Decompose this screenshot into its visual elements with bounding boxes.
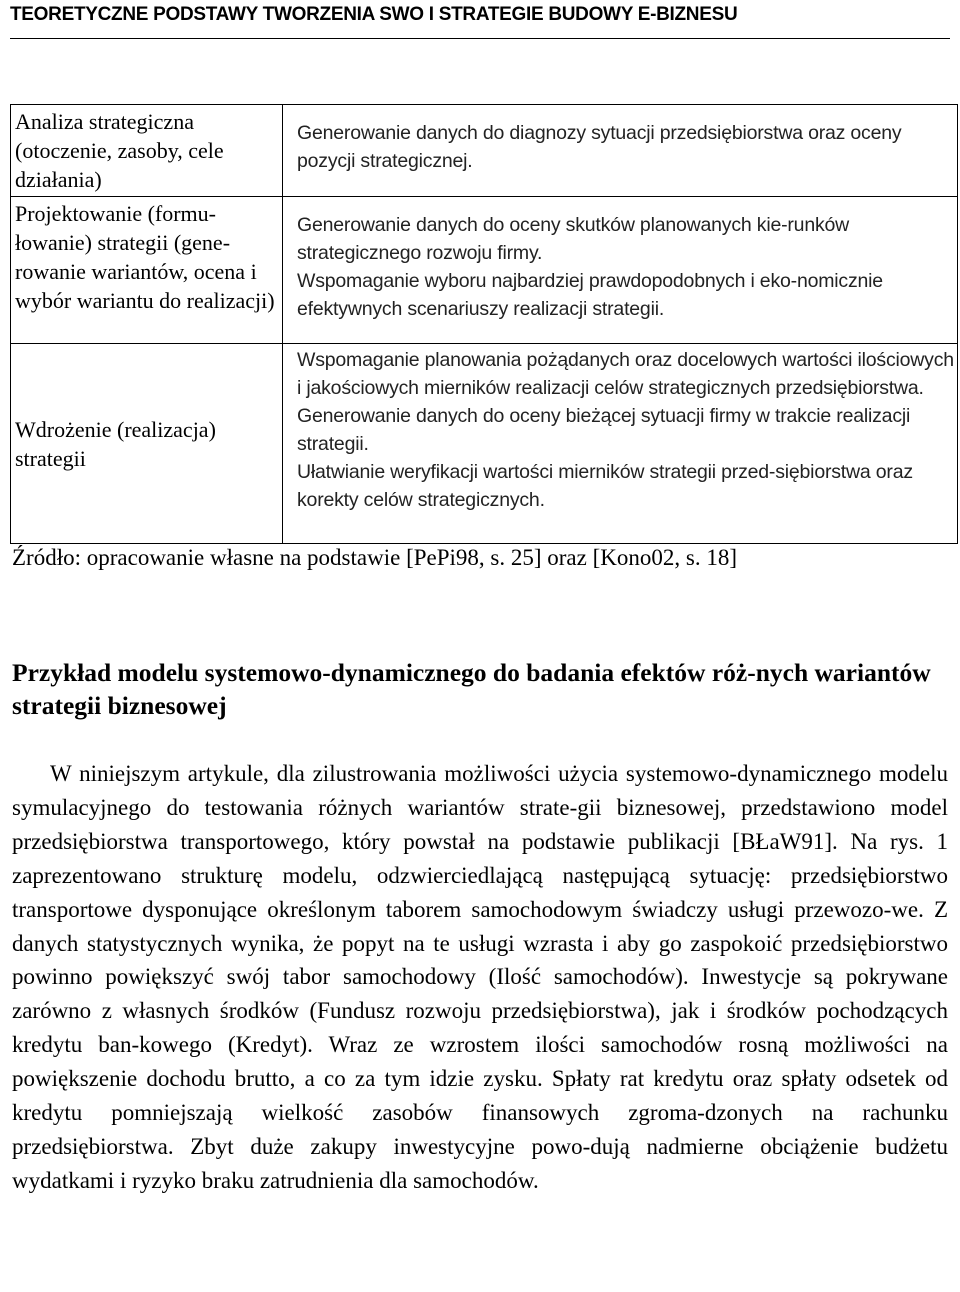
role-item: Ułatwianie weryfikacji wartości mierników strategii przed-siębiorstwa oraz korekty celów strategicznych. bbox=[297, 461, 913, 511]
section-heading: Przykład modelu systemowo-dynamicznego do badania efektów róż-nych wariantów strategii biznesowej bbox=[12, 658, 931, 720]
role-item: Generowanie danych do diagnozy sytuacji przedsiębiorstwa oraz oceny pozycji strategicznej. bbox=[297, 122, 902, 172]
role-cell bbox=[283, 344, 958, 544]
header-rule bbox=[10, 38, 950, 39]
running-header: TEORETYCZNE PODSTAWY TWORZENIA SWO I STRATEGIE BUDOWY E-BIZNESU bbox=[10, 4, 738, 25]
body-paragraph: W niniejszym artykule, dla zilustrowania możliwości użycia systemowo-dynamicznego modelu symulacyjnego do testowania różnych wariantów strate-gii biznesowej, przedstawiono model przedsiębiorstwa transportowego, który powstał na podstawie publikacji [BŁaW91]. Na rys. 1 zaprezentowano strukturę modelu, odzwierciedlającą następującą sytuację: przedsiębiorstwo transportowe dysponujące określonym taborem samochodowym świadczy usługi przewozo-we. Z danych statystycznych wynika, że popyt na te usługi wzrasta i aby go zaspokoić przedsiębiorstwo powinno powiększyć swój tabor samochodowy (Ilość samochodów). Inwestycje są pokrywane zarówno z własnych środków (Fundusz rozwoju przedsiębiorstwa), jak i środków pochodzących kredytu ban-kowego (Kredyt). Wraz ze wzrostem ilości samochodów rosną możliwości na powiększenie dochodu brutto, a co za tym idzie zysku. Spłaty rat kredytu oraz spłaty odsetek od kredytu pomniejszają wielkość zasobów finansowych zgroma-dzonych na rachunku przedsiębiorstwa. Zbyt duże zakupy inwestycyjne powo-dują nadmierne obciążenie budżetu wydatkami i ryzyko braku zatrudnienia dla samochodów. bbox=[12, 761, 948, 1193]
role-item: Wspomaganie wyboru najbardziej prawdopodobnych i eko-nomicznie efektywnych scenariuszy realizacji strategii. bbox=[297, 270, 883, 320]
phase-cell: Analiza strategiczna (otoczenie, zasoby, cele działania) bbox=[11, 105, 283, 197]
role-item: Wspomaganie planowania pożądanych oraz docelowych wartości ilościowych i jakościowych mierników realizacji celów strategicznych przedsiębiorstwa. bbox=[297, 349, 954, 399]
role-item: Generowanie danych do oceny skutków planowanych kie-runków strategicznego rozwoju firmy. bbox=[297, 214, 850, 264]
role-item: Generowanie danych do oceny bieżącej sytuacji firmy w trakcie realizacji strategii. bbox=[297, 405, 911, 455]
source-note: Źródło: opracowanie własne na podstawie [PePi98, s. 25] oraz [Kono02, s. 18] bbox=[12, 545, 737, 570]
phase-cell: Projektowanie (formu-łowanie) strategii (gene-rowanie wariantów, ocena i wybór wariantu do realizacji) bbox=[11, 197, 283, 344]
role-cell bbox=[283, 197, 958, 344]
table-row bbox=[11, 197, 958, 344]
table-row bbox=[11, 105, 958, 197]
table-row bbox=[11, 344, 958, 544]
role-cell bbox=[283, 105, 958, 197]
strategy-table bbox=[10, 104, 958, 544]
phase-cell: Wdrożenie (realizacja) strategii bbox=[11, 344, 283, 544]
